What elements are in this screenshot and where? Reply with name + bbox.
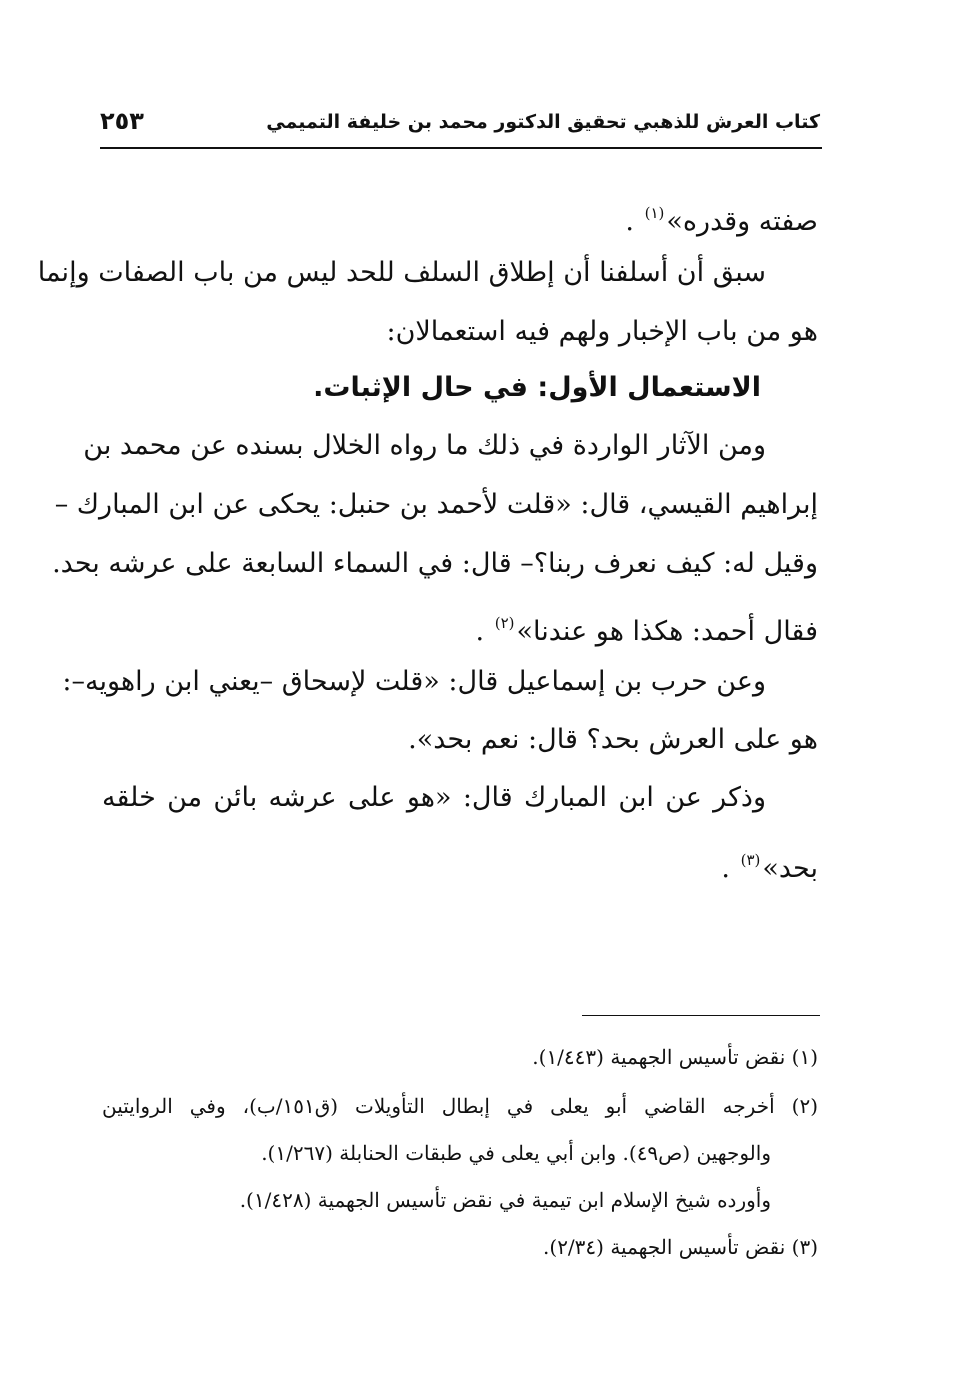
footnote-3: (٣) نقض تأسيس الجهمية (٢/٣٤). [543,1235,818,1259]
body-line-11: بحد»$^{(٣)}$ . [721,851,818,884]
body-line-3: هو من باب الإخبار ولهم فيه استعمالان: [386,316,818,347]
footnote-marker-1: (١) [644,204,665,222]
section-heading: الاستعمال الأول: في حال الإثبات. [313,372,761,403]
footnote-2-line-3: وأورده شيخ الإسلام ابن تيمية في نقض تأسيس الجهمية (١/٤٢٨). [239,1188,771,1212]
running-header [100,105,820,147]
body-line-8: وعن حرب بن إسماعيل قال: «قلت لإسحاق –يعني ابن راهويه–: [62,666,766,697]
body-line-5: إبراهيم القيسي، قال: «قلت لأحمد بن حنبل: يحكى عن ابن المبارك – [54,489,818,520]
body-line-4: ومن الآثار الواردة في ذلك ما رواه الخلال بسنده عن محمد بن [83,430,766,461]
body-line-7: فقال أحمد: هكذا هو عندنا»$^{(٢)}$ . [475,614,818,647]
footnote-2-line-1: (٢) أخرجه القاضي أبو يعلى في إبطال التأويلات (ق١٥١/ب)، وفي الروايتين [102,1094,818,1118]
page-number: ٢٥٣ [100,107,144,135]
footnote-marker-2: (٢) [494,614,515,632]
body-line-1: صفته وقدره»$^{(١)}$ . [625,204,818,237]
footnote-2-line-2: والوجهين (ص٤٩). وابن أبي يعلى في طبقات الحنابلة (١/٢٦٧). [261,1141,771,1165]
body-line-6: وقيل له: كيف نعرف ربنا؟– قال: في السماء السابعة على عرشه بحد. [52,548,818,579]
body-line-10: وذكر عن ابن المبارك قال: «هو على عرشه بائن من خلقه [102,782,766,813]
header-rule [100,147,822,149]
running-title: كتاب العرش للذهبي تحقيق الدكتور محمد بن خليفة التميمي [266,111,820,133]
body-line-9: هو على العرش بحد؟ قال: نعم بحد». [408,724,818,755]
footnote-1: (١) نقض تأسيس الجهمية (١/٤٤٣). [532,1045,818,1069]
body-line-2: سبق أن أسلفنا أن إطلاق السلف للحد ليس من باب الصفات وإنما [37,257,766,288]
footnote-marker-3: (٣) [740,851,761,869]
footnote-separator [582,1015,820,1016]
